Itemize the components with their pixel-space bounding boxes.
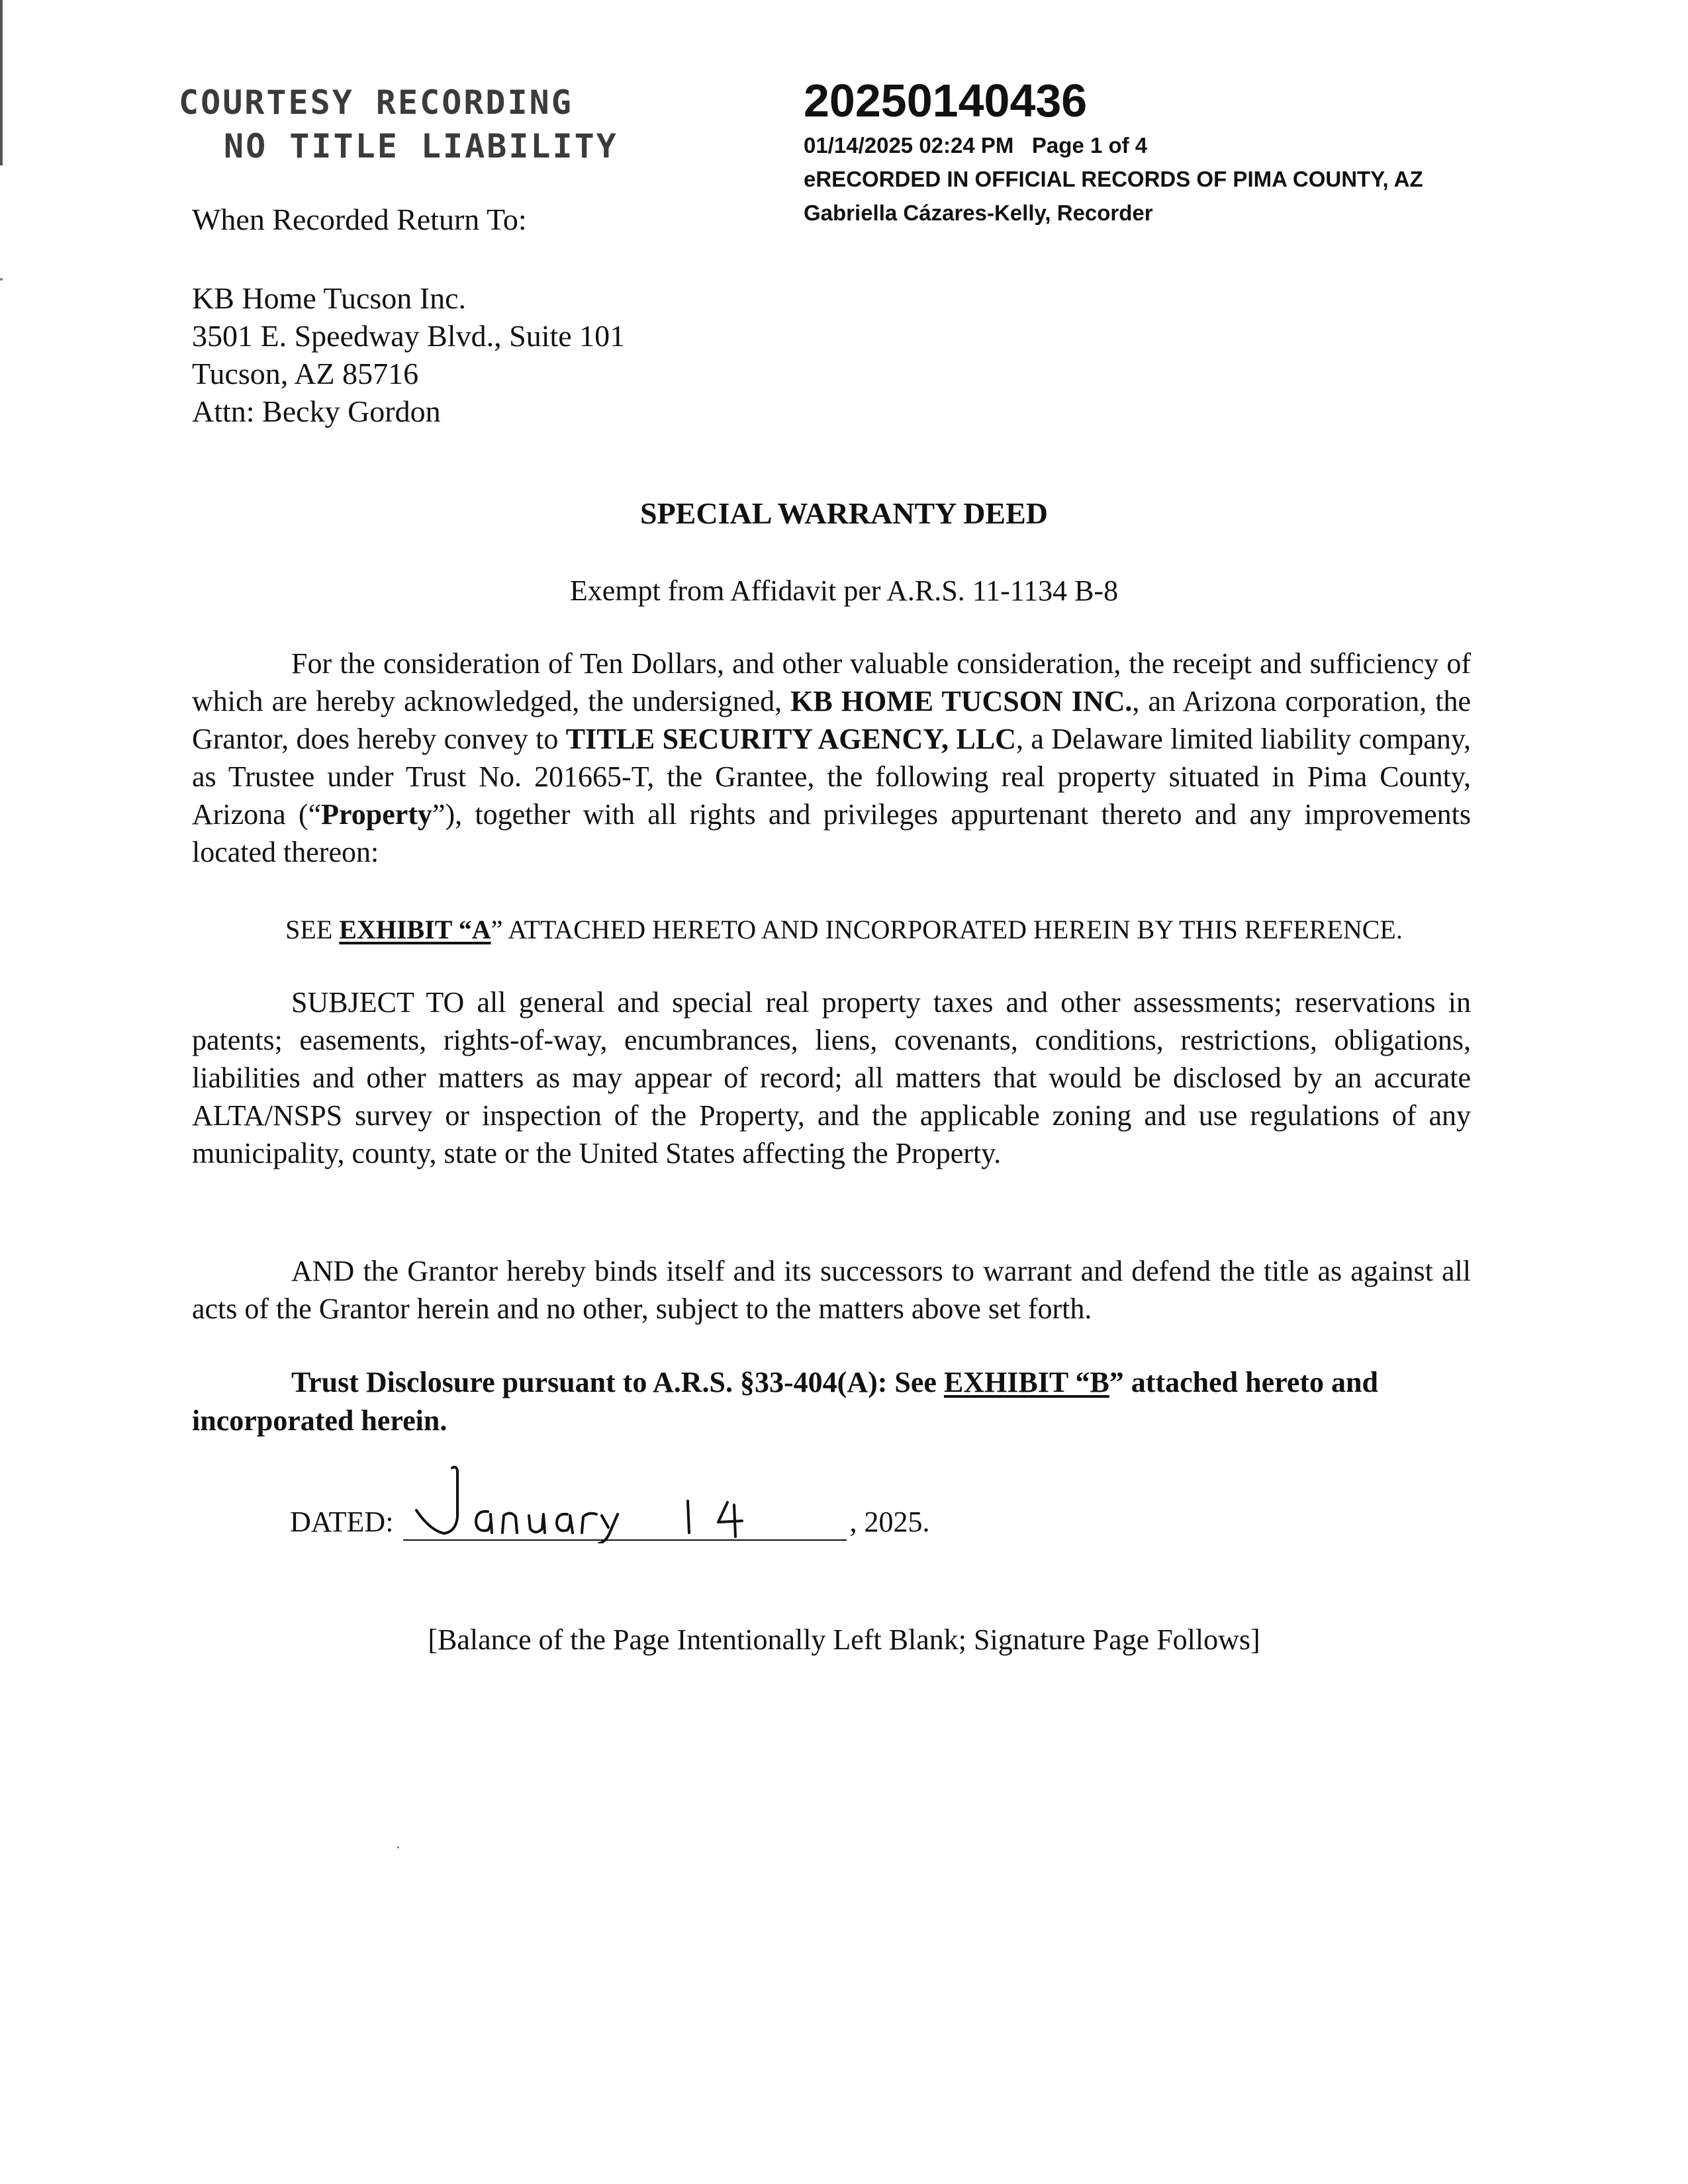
warrant-paragraph [192, 1252, 1471, 1328]
return-address [192, 279, 625, 430]
stamp-line-2: NO TITLE LIABILITY [224, 127, 618, 165]
see-post: ” ATTACHED HERETO AND INCORPORATED HEREIN BY THIS REFERENCE. [491, 915, 1403, 944]
address-line: 3501 E. Speedway Blvd., Suite 101 [192, 319, 626, 353]
recording-block [804, 73, 1423, 230]
recording-number: 20250140436 [804, 75, 1088, 126]
grantee-name: TITLE SECURITY AGENCY, LLC [565, 723, 1016, 755]
consideration-text-4: ”), together with all rights and privileges appurtenant thereto and any improvements located thereon: [192, 798, 1471, 868]
recording-office: eRECORDED IN OFFICIAL RECORDS OF PIMA COUNTY, AZ [804, 167, 1423, 191]
recording-datetime-line [804, 128, 1423, 162]
balance-note: [Balance of the Page Intentionally Left Blank; Signature Page Follows] [428, 1623, 1260, 1656]
address-line: KB Home Tucson Inc. [192, 281, 467, 315]
handwritten-date-field [403, 1502, 847, 1541]
address-line: Tucson, AZ 85716 [192, 357, 419, 390]
recording-datetime: 01/14/2025 02:24 PM [804, 133, 1014, 158]
warrant-text: AND the Grantor hereby binds itself and its successors to warrant and defend the title as against all acts of the Grantor herein and no other, subject to the matters above set forth. [192, 1255, 1471, 1325]
recording-page: Page 1 of 4 [1031, 133, 1148, 158]
grantor-name: KB HOME TUCSON INC. [790, 685, 1133, 717]
trust-pre: Trust Disclosure pursuant to A.R.S. §33-404(A): See [291, 1366, 944, 1398]
consideration-text-3: , a Delaware limited liability company, as Trustee under Trust No. 201665-T, the Grantee, the following real property situated in Pima County, Arizona (“ [192, 723, 1472, 831]
subject-to-text: SUBJECT TO all general and special real property taxes and other assessments; reservations in patents; easements, rights-of-way, encumbrances, liens, covenants, conditions, restrictions, obligations, liabilities and other matters as may appear of record; all matters that would be disclosed by an accurate ALTA/NSPS survey or inspection of the Property, and the applicable zoning and use regulations of any municipality, county, state or the United States affecting the Property. [192, 986, 1471, 1169]
consideration-text-1: For the consideration of Ten Dollars, and other valuable consideration, the receipt and sufficiency of which are hereby acknowledged, the undersigned, [192, 647, 1471, 717]
address-line: Attn: Becky Gordon [192, 394, 441, 428]
consideration-paragraph [192, 645, 1471, 871]
trust-post: ” attached hereto and incorporated herein. [192, 1366, 1378, 1437]
scan-dot [397, 1846, 399, 1848]
exhibit-a-reference: EXHIBIT “A [339, 915, 491, 944]
property-term: Property [321, 798, 432, 831]
see-pre: SEE [285, 915, 340, 944]
scan-dot [0, 278, 3, 281]
dated-year: , 2025. [849, 1506, 930, 1538]
dated-label: DATED: [290, 1506, 394, 1538]
courtesy-stamp [179, 81, 655, 168]
recorder-name: Gabriella Cázares-Kelly, Recorder [804, 201, 1153, 225]
consideration-text-2: , an Arizona corporation, the Grantor, does hereby convey to [192, 685, 1471, 755]
document-title: SPECIAL WARRANTY DEED [639, 496, 1048, 530]
exempt-line: Exempt from Affidavit per A.R.S. 11-1134 B-8 [569, 574, 1119, 607]
dated-line [290, 1502, 929, 1541]
trust-disclosure [192, 1363, 1471, 1440]
see-exhibit-a-line [0, 912, 1688, 948]
scan-edge-mark [0, 0, 3, 165]
subject-to-paragraph [192, 983, 1471, 1172]
stamp-line-1: COURTESY RECORDING [179, 83, 573, 122]
exhibit-b-reference: EXHIBIT “B [943, 1366, 1109, 1398]
handwritten-date-ink [403, 1464, 853, 1543]
return-to-label: When Recorded Return To: [192, 203, 527, 236]
